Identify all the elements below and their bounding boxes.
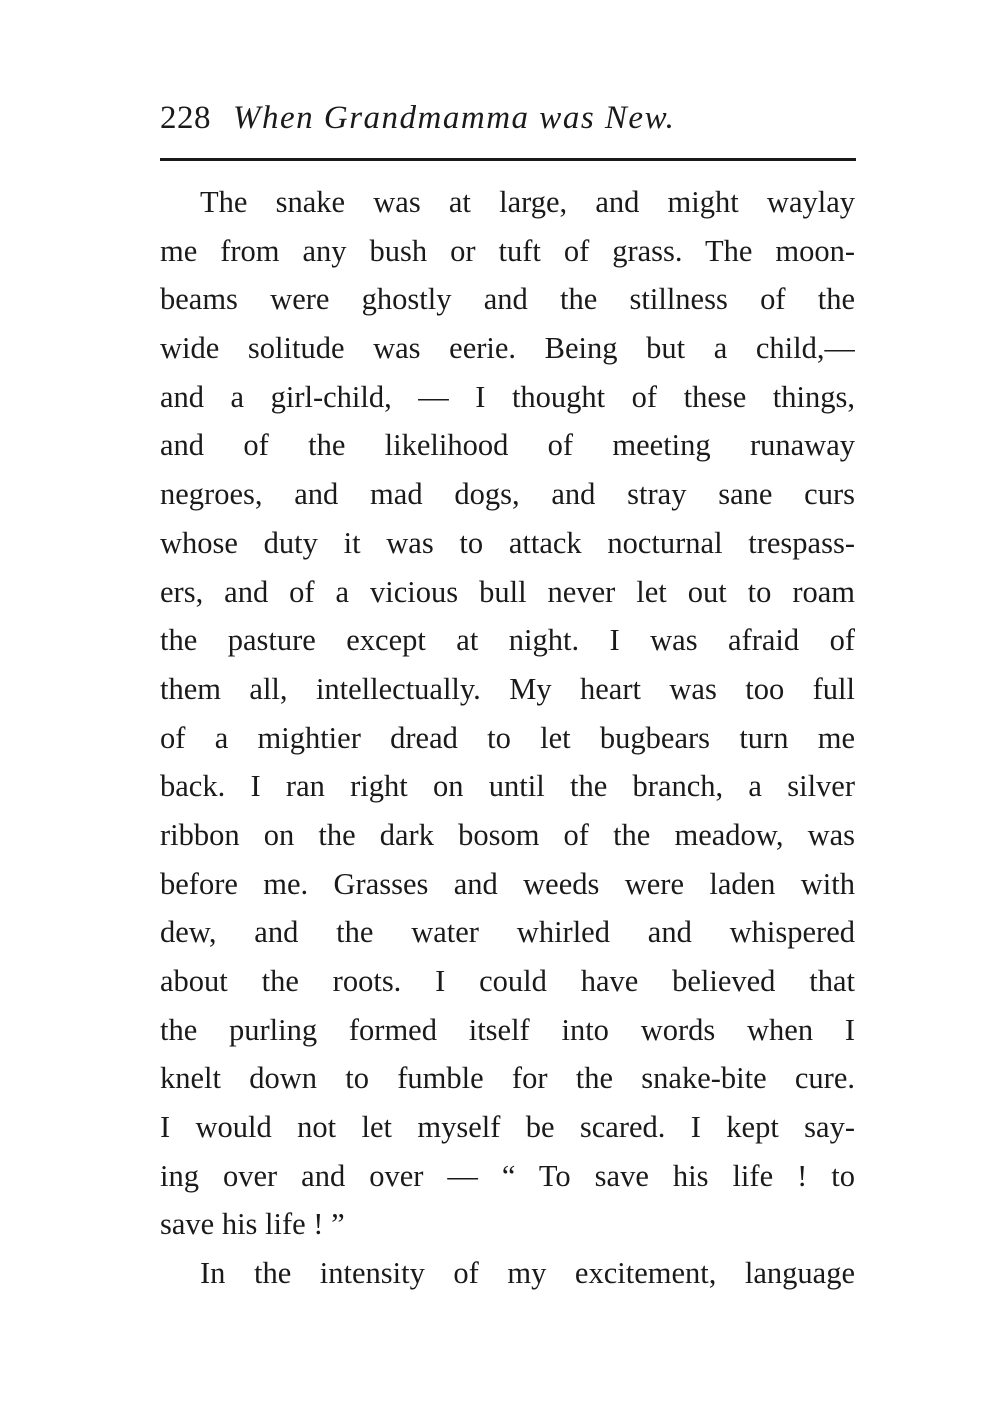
text-line: ing over and over — “ To save his life ! to	[160, 1158, 855, 1193]
text-line: and of the likelihood of meeting runaway	[160, 428, 855, 463]
text-line: whose duty it was to attack nocturnal trespass-	[160, 525, 855, 560]
text-line: save his life ! ”	[160, 1207, 345, 1242]
running-head	[160, 98, 855, 138]
text-line: ers, and of a vicious bull never let out to roam	[160, 574, 855, 609]
text-line: negroes, and mad dogs, and stray sane curs	[160, 477, 855, 512]
text-line: them all, intellectually. My heart was too full	[160, 671, 855, 706]
text-line: beams were ghostly and the stillness of the	[160, 282, 855, 317]
text-line: me from any bush or tuft of grass. The moon-	[160, 233, 855, 268]
text-line: of a mightier dread to let bugbears turn me	[160, 720, 855, 755]
paragraph-2	[160, 1249, 855, 1298]
paragraph-1	[160, 178, 855, 1249]
text-line: knelt down to fumble for the snake-bite cure.	[160, 1061, 855, 1096]
body-text	[160, 178, 855, 1298]
text-line: the pasture except at night. I was afraid of	[160, 623, 855, 658]
header-rule	[160, 158, 856, 161]
text-line: about the roots. I could have believed that	[160, 964, 855, 998]
page-number: 228	[160, 100, 211, 136]
text-line: In the intensity of my excitement, language	[200, 1256, 855, 1291]
text-line: before me. Grasses and weeds were laden with	[160, 866, 855, 901]
running-title: When Grandmamma was New.	[233, 100, 676, 136]
text-line: wide solitude was eerie. Being but a child,—	[160, 331, 855, 366]
text-line: the purling formed itself into words when I	[160, 1012, 855, 1047]
text-line: I would not let myself be scared. I kept say-	[160, 1110, 855, 1145]
text-line: ribbon on the dark bosom of the meadow, was	[160, 817, 855, 852]
text-line: back. I ran right on until the branch, a silver	[160, 769, 855, 804]
text-line: The snake was at large, and might waylay	[200, 185, 855, 219]
text-line: dew, and the water whirled and whispered	[160, 915, 855, 950]
text-line: and a girl-child, — I thought of these things,	[160, 379, 855, 414]
